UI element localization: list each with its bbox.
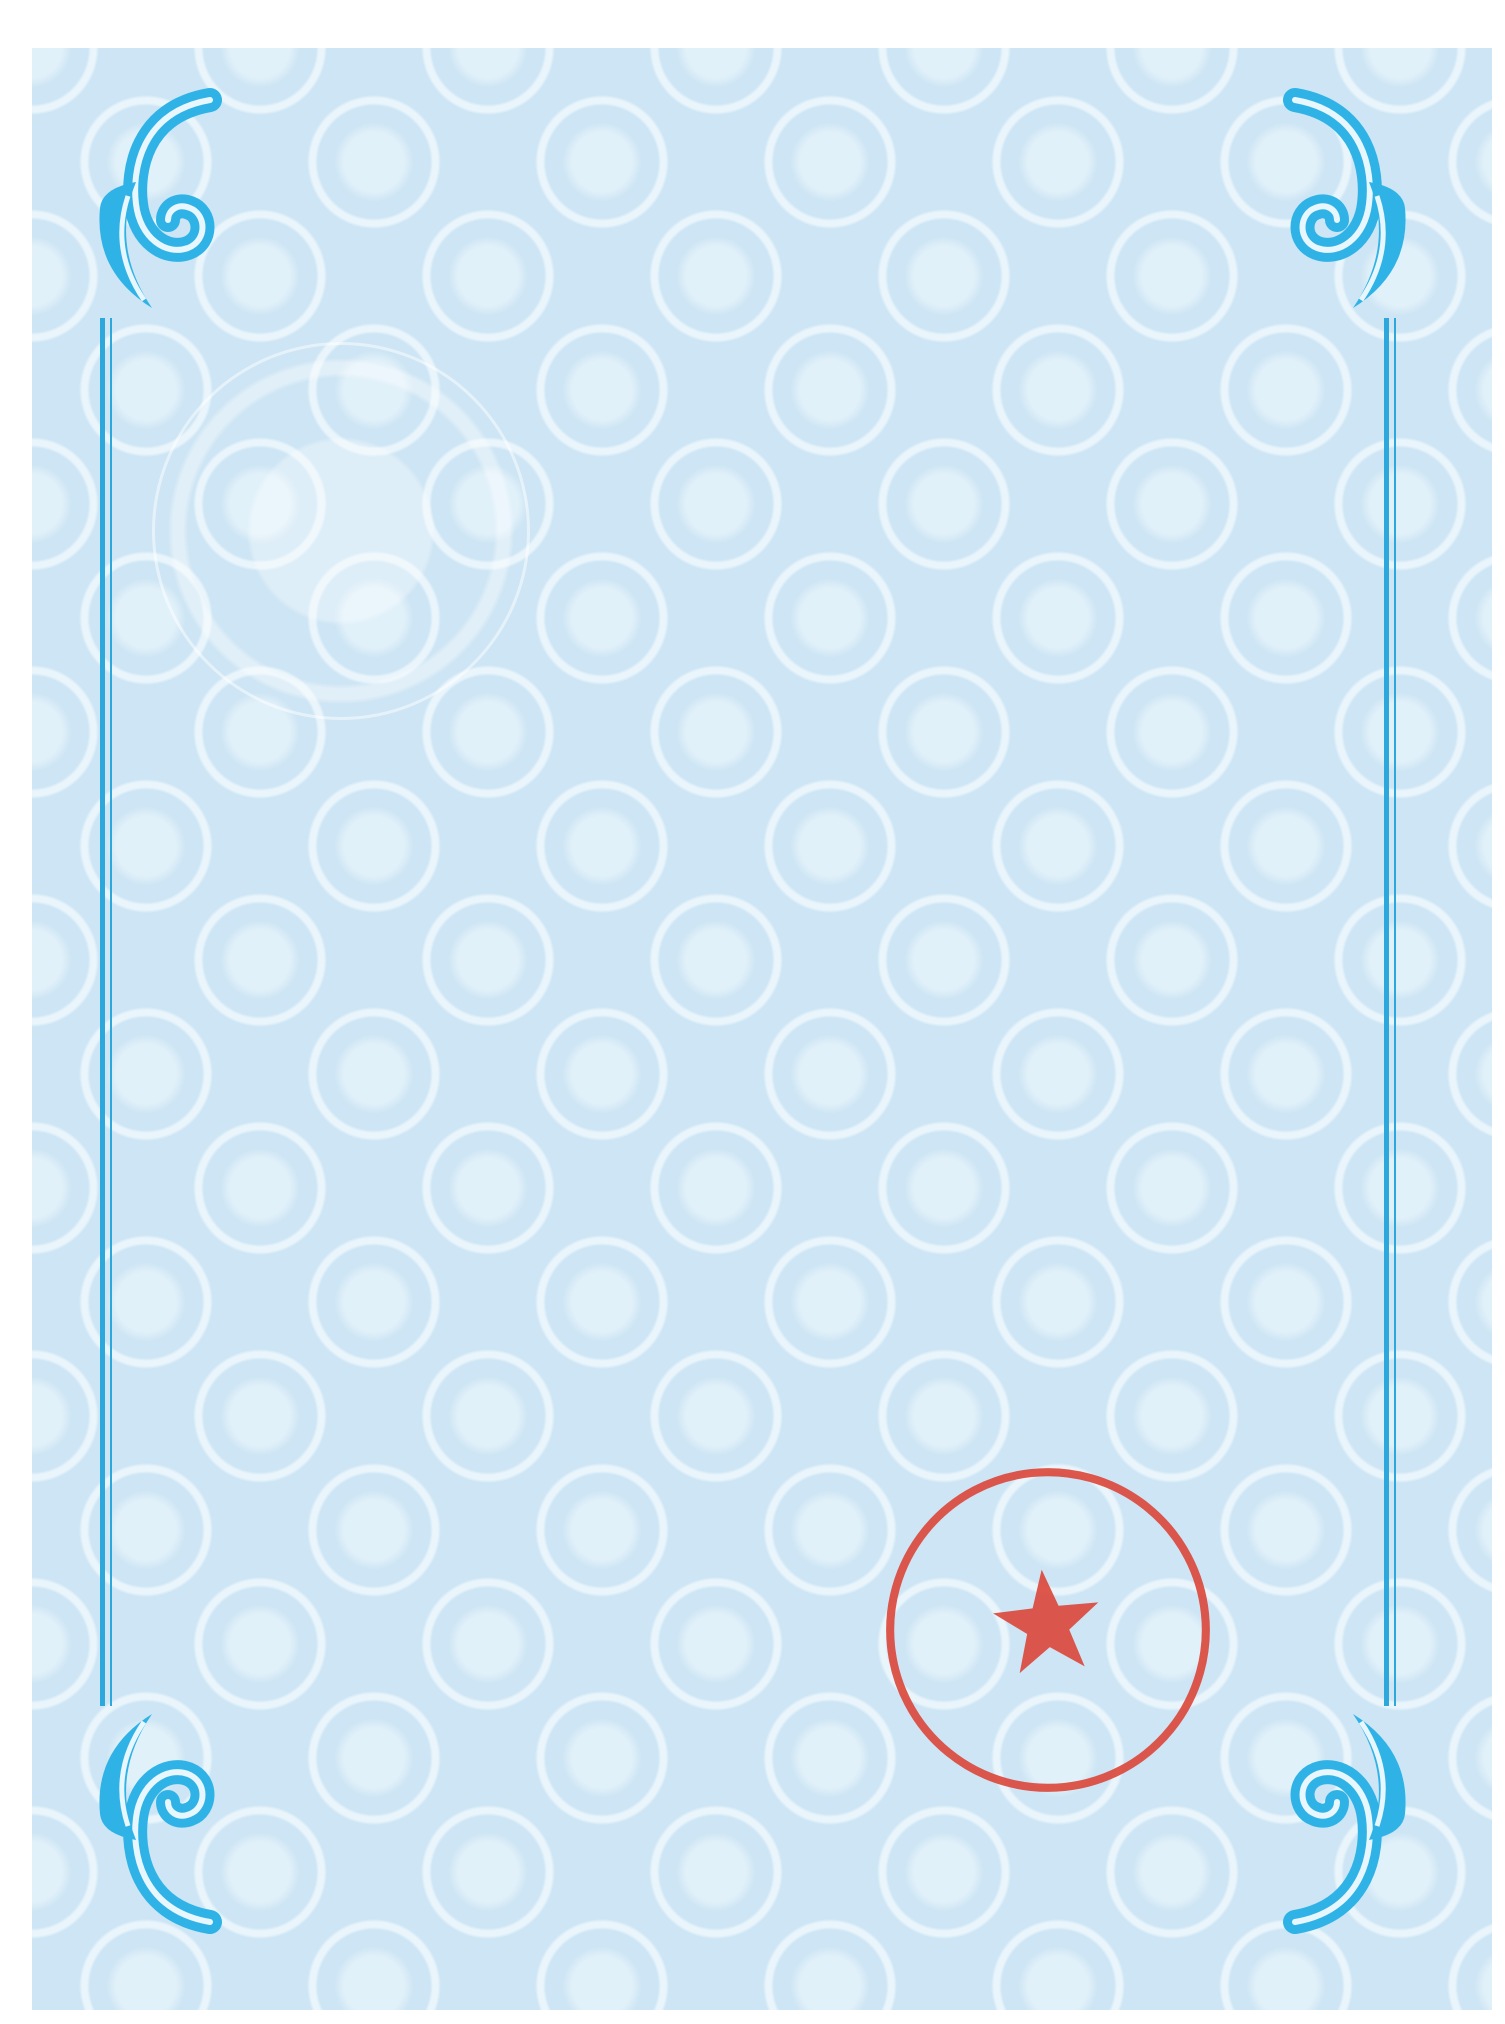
official-seal [859, 1441, 1237, 1819]
barcode [298, 1428, 488, 1512]
field-row-software-name [175, 570, 393, 588]
flourish-border-top [92, 84, 1413, 196]
qr-code [297, 1540, 433, 1676]
certificate-number-row [925, 474, 959, 507]
corner-flourish-bottom-right [1263, 1706, 1413, 1936]
flourish-border-bottom [92, 1824, 1413, 1936]
field-row-acquisition-method [175, 972, 393, 990]
field-row-registration-number [175, 1144, 393, 1162]
corner-flourish-top-right [1263, 86, 1413, 316]
side-rule-right-thin [1394, 318, 1396, 1706]
seal-star-icon [989, 1564, 1105, 1675]
field-row-rights-scope [175, 1058, 393, 1076]
corner-flourish-top-left [92, 86, 242, 316]
body-paragraph [168, 1248, 1348, 1300]
side-rule-right-thick [1384, 318, 1389, 1706]
side-rule-left-thick [100, 318, 105, 1706]
field-row-copyright-owner [175, 724, 393, 742]
side-rule-left-thin [110, 318, 112, 1706]
corner-flourish-bottom-left [92, 1706, 242, 1936]
